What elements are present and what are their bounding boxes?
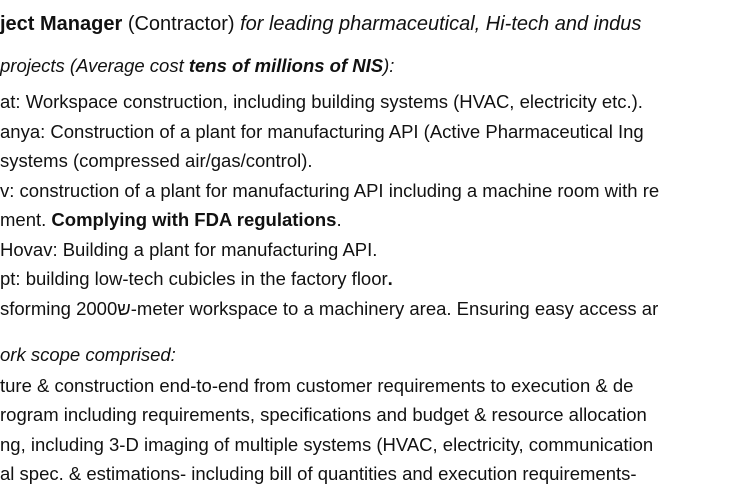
projects-intro xyxy=(0,54,394,78)
scope-item-program: rogram including requirements, specifications and budget & resource allocation xyxy=(0,404,647,425)
project-item-machinery-area: sforming ש2000-meter workspace to a machinery area. Ensuring easy access ar xyxy=(0,298,659,319)
fda-suffix: . xyxy=(336,209,342,230)
scope-item-imaging: ng, including 3-D imaging of multiple systems (HVAC, electricity, communication xyxy=(0,434,654,455)
scope-item-end-to-end: ture & construction end-to-end from customer requirements to execution & de xyxy=(0,375,634,396)
projects-intro-cost: tens of millions of NIS xyxy=(188,55,384,76)
job-heading xyxy=(0,12,641,36)
projects-intro-prefix: projects (Average cost xyxy=(0,55,189,76)
job-title: ject Manager xyxy=(0,13,123,35)
job-clients: for leading pharmaceutical, Hi-tech and indus xyxy=(240,13,642,35)
cubicles-text: pt: building low-tech cubicles in the factory floor xyxy=(0,268,388,289)
scope-intro: ork scope comprised: xyxy=(0,344,176,365)
project-item-cubicles xyxy=(0,267,393,291)
projects-intro-suffix: ): xyxy=(383,55,395,76)
project-item-workspace: at: Workspace construction, including building systems (HVAC, electricity etc.). xyxy=(0,91,643,112)
scope-item-spec: al spec. & estimations- including bill of quantities and execution requirements- xyxy=(0,463,637,484)
fda-compliance: Complying with FDA regulations xyxy=(51,209,337,230)
job-role: (Contractor) xyxy=(127,13,235,35)
fda-prefix: ment. xyxy=(0,209,52,230)
project-item-machine-room: v: construction of a plant for manufacturing API including a machine room with re xyxy=(0,180,660,201)
project-item-api-plant: anya: Construction of a plant for manufacturing API (Active Pharmaceutical Ing xyxy=(0,121,644,142)
project-item-fda xyxy=(0,208,342,232)
project-item-api-plant-continued: systems (compressed air/gas/control). xyxy=(0,150,313,171)
cubicles-period: . xyxy=(387,268,393,289)
project-item-hovav: Hovav: Building a plant for manufacturing API. xyxy=(0,239,378,260)
